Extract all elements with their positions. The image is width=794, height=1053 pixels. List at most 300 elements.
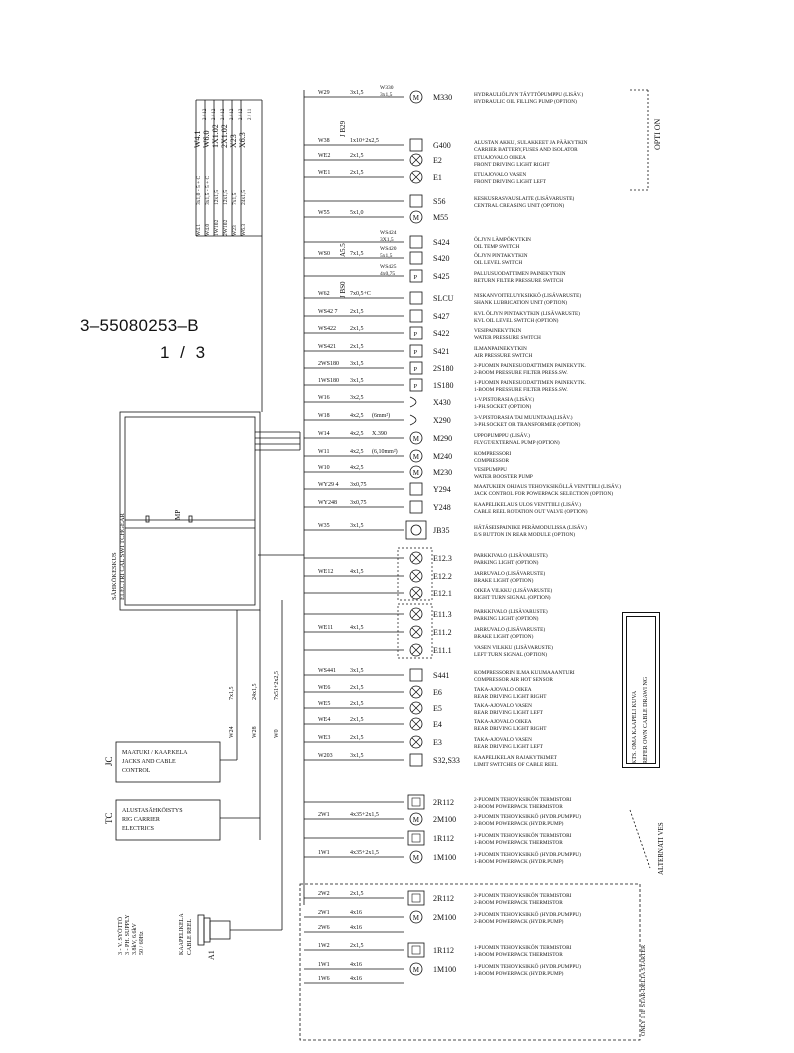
component-row [304, 412, 581, 428]
cable-code: 1W6 [318, 976, 330, 982]
side-cable-page-ref: 2 / 12 [203, 108, 208, 120]
component-desc-fi: 2-PUOMIN TEHOYKSIKKÖ (HYDR.PUMPPU) [474, 912, 581, 918]
component-row [304, 587, 552, 601]
component-desc-en: 2-BOOM PRESSURE FILTER PRESS.SW. [474, 370, 568, 376]
cable-spec: 3x1,5 [350, 361, 364, 367]
component-row [304, 812, 581, 827]
component-desc-en: REAR DRIVING LIGHT LEFT [474, 710, 543, 716]
component-row [304, 395, 534, 410]
component-desc-en: SHANK LUBRICATION UNIT (OPTION) [474, 300, 568, 306]
cable-extra: (6,10mm²) [372, 449, 398, 455]
component-row [304, 717, 547, 732]
component-row [304, 891, 572, 906]
side-cable-code: W23 [232, 225, 238, 236]
component-id: S421 [433, 347, 450, 356]
component-desc-en: OIL TEMP SWITCH [474, 244, 520, 250]
component-desc-en: LEFT TURN SIGNAL (OPTION) [474, 652, 548, 658]
component-row [304, 910, 581, 925]
supply-code: A1 [207, 950, 216, 960]
cable-spec: 3x1,5 [350, 668, 364, 674]
cable-code: 1W1 [318, 962, 330, 968]
cable-code: WS422 [318, 326, 336, 332]
component-desc-en: COMPRESSOR [474, 458, 510, 464]
cable-code: W14 [318, 431, 330, 437]
component-row [304, 521, 587, 539]
pressure-symbol: P [413, 331, 418, 338]
component-id: 1S180 [433, 381, 454, 390]
side-cable-spec: 3x1,0 - 5 + C [196, 175, 202, 205]
side-cable-page-ref: 2 / 12 [230, 108, 235, 120]
cable-spec: 2x1,5 [350, 943, 364, 949]
pressure-symbol: P [413, 383, 418, 390]
cable-code: 1WS180 [318, 378, 339, 384]
cable-spec: 2x1,5 [350, 344, 364, 350]
component-row [304, 326, 541, 341]
component-row [304, 644, 553, 658]
component-desc-fi: ETUAJOVALO VASEN [474, 172, 527, 178]
component-id: M230 [433, 468, 453, 477]
junction-box-label: J BS0 [339, 281, 347, 298]
component-row [304, 153, 550, 168]
side-cable-name: X23 [229, 134, 238, 148]
cable-code: WS0 [318, 251, 330, 257]
vertical-cable-spec: 24x1,5 [252, 683, 258, 700]
cable-code: W38 [318, 138, 330, 144]
cable-code: WE12 [318, 569, 334, 575]
component-id: M240 [433, 452, 453, 461]
component-desc-fi: PARKKIVALO (LISÄVARUSTE) [474, 553, 548, 559]
unit-line: MAATUKI / KAAP.KELA [122, 750, 188, 756]
component-row [304, 552, 548, 566]
device-icon [410, 754, 422, 766]
unit-line: ELECTRICS [122, 826, 155, 832]
cable-code: WE11 [318, 625, 334, 631]
component-row [304, 309, 580, 324]
side-cable-code: W4.0 [205, 223, 211, 236]
component-desc-fi: 2-PUOMIN TEHOYKSIKÖN TERMISTORI [474, 797, 572, 803]
cable-spec: 4x35+2x1,5 [350, 850, 379, 856]
cable-code: 2WS180 [318, 361, 339, 367]
component-row [304, 962, 581, 977]
component-row [304, 344, 532, 359]
component-desc-fi: 1-PUOMIN TEHOYKSIKKÖ (HYDR.PUMPPU) [474, 852, 581, 858]
component-desc-fi: ILMANPAINEKYTKIN [474, 346, 527, 352]
cable-code: W62 [318, 291, 330, 297]
component-desc-fi: JARRUVALO (LISÄVARUSTE) [474, 571, 546, 577]
component-desc-fi: KAAPELIKELAN RAJAKYTKIMET [474, 755, 557, 761]
cable-code: 2W6 [318, 925, 330, 931]
cable-code: WE5 [318, 701, 331, 707]
cable-code: W11 [318, 449, 330, 455]
cable-spec: 2x1,5 [350, 170, 364, 176]
component-desc-en: RETURN FILTER PRESSURE SWITCH [474, 278, 564, 284]
unit-line: ALUSTASÄHKÖISTYS [122, 808, 183, 814]
component-desc-en: 3-PH.SOCKET OR TRANSFORMER (OPTION) [474, 422, 581, 428]
cable-spec: 4x1,5 [350, 569, 364, 575]
component-id: E11.2 [433, 628, 452, 637]
cable-spec: 2x1,5 [350, 153, 364, 159]
cable-spec: 3x0,75 [350, 482, 367, 488]
cable-spec: 5x1,0 [350, 210, 364, 216]
component-id: E2 [433, 156, 442, 165]
component-id: X290 [433, 416, 451, 425]
side-cable-name: W4.1 [193, 130, 202, 148]
cable-spec: 4x1,5 [350, 625, 364, 631]
side-cable-spec: 12x1,5 [223, 189, 229, 205]
component-row [304, 625, 545, 640]
sub-cable-code: W330 [380, 85, 394, 91]
component-id: S425 [433, 272, 450, 281]
motor-symbol: M [412, 816, 420, 824]
side-cable-page-ref: 2 / 11 [248, 108, 253, 120]
component-desc-en: 1-BOOM POWERPACK THERMISTOR [474, 840, 563, 846]
cable-code: W10 [318, 465, 330, 471]
component-id: 1R112 [433, 946, 455, 955]
component-desc-en: REAR DRIVING LIGHT LEFT [474, 744, 543, 750]
component-row [304, 943, 572, 958]
component-row [304, 448, 511, 464]
component-row [304, 831, 572, 846]
pressure-symbol: P [413, 366, 418, 373]
cable-code: 1W1 [318, 850, 330, 856]
component-id: S56 [433, 197, 446, 206]
motor-symbol: M [412, 854, 420, 862]
component-id: E1 [433, 173, 442, 182]
cable-spec: 2x1,5 [350, 891, 364, 897]
cable-spec: 4x2,5 [350, 449, 364, 455]
cable-code: WE4 [318, 717, 331, 723]
side-cable-page-ref: 2 / 12 [239, 108, 244, 120]
cable-spec: 2x1,5 [350, 735, 364, 741]
component-row [304, 685, 547, 700]
component-desc-fi: 1-PUOMIN PAINESUODATTIMEN PAINEKYTK. [474, 380, 586, 386]
component-desc-fi: OIKEA VILKKU (LISÄVARUSTE) [474, 588, 553, 594]
component-desc-en: 1-BOOM POWERPACK (HYDR.PUMP) [474, 859, 564, 865]
component-row [304, 195, 575, 209]
component-desc-en: 2-BOOM POWERPACK THERMISTOR [474, 900, 563, 906]
device-icon [410, 252, 422, 264]
component-id: E5 [433, 704, 442, 713]
component-desc-en: FRONT DRIVING LIGHT LEFT [474, 179, 547, 185]
component-desc-fi: TAKA-AJOVALO OIKEA [474, 687, 532, 693]
component-id: E4 [433, 720, 442, 729]
component-id: S427 [433, 312, 450, 321]
side-cable-code: W6.3 [241, 223, 247, 236]
component-desc-en: REAR DRIVING LIGHT RIGHT [474, 726, 547, 732]
component-desc-fi: KESKUSRASVAUSLAITE (LISÄVARUSTE) [474, 196, 575, 202]
sub-cable-spec: 3X1,5 [380, 237, 394, 243]
component-desc-en: 1-PH.SOCKET (OPTION) [474, 404, 532, 410]
side-cable-page-ref: 2 / 12 [221, 108, 226, 120]
component-id: E12.3 [433, 554, 452, 563]
cable-code: WY248 [318, 500, 337, 506]
component-id: G400 [433, 141, 451, 150]
component-desc-fi: 1-PUOMIN TEHOYKSIKÖN TERMISTORI [474, 833, 572, 839]
component-row [304, 569, 545, 584]
component-id: E12.1 [433, 589, 452, 598]
device-icon [410, 669, 422, 681]
refer-box [622, 612, 660, 768]
device-icon [410, 501, 422, 513]
component-desc-fi: KOMPRESSORI [474, 451, 512, 457]
cable-spec: 4x16 [350, 962, 362, 968]
component-desc-fi: 1-PUOMIN TEHOYKSIKKÖ (HYDR.PUMPPU) [474, 964, 581, 970]
component-desc-en: BRAKE LIGHT (OPTION) [474, 578, 534, 584]
cable-spec: 3x1,5 [350, 753, 364, 759]
cable-code: WE3 [318, 735, 331, 741]
junction-box-label: J B29 [339, 120, 347, 137]
sub-cable-code: WS420 [380, 246, 397, 252]
cable-code: WE2 [318, 153, 331, 159]
vertical-cable-code: W0 [274, 729, 280, 738]
component-desc-fi: NISKANVOITELUYKSIKKÖ (LISÄVARUSTE) [474, 293, 582, 299]
sub-cable-spec: 5x1,5 [380, 253, 393, 259]
alternatives-note: ONLY 1 IF STAR-DELTA STARTER [641, 944, 647, 1036]
drawing-number: 3–55080253–B [80, 316, 199, 335]
cable-spec: 4x2,5 [350, 465, 364, 471]
component-row [304, 795, 572, 810]
component-desc-fi: 2-PUOMIN TEHOYKSIKKÖ (HYDR.PUMPPU) [474, 814, 581, 820]
pressure-symbol: P [413, 349, 418, 356]
sub-cable-code: WS425 [380, 264, 397, 270]
supply-text: 3 - PH. SUPPLY [125, 914, 131, 955]
vertical-cable-spec: 7x1,5 [229, 686, 235, 700]
refer-box-text: REFER OWN CABLE DRAWI NG [643, 676, 649, 764]
pressure-symbol: P [413, 274, 418, 281]
cable-code: WE6 [318, 685, 331, 691]
component-desc-fi: PARKKIVALO (LISÄVARUSTE) [474, 609, 548, 615]
cable-spec: 4x16 [350, 910, 362, 916]
component-desc-fi: KOMPRESSORIN ILMA KUUMAAANTURI [474, 670, 575, 676]
socket-icon [410, 415, 416, 425]
side-cable-name: W6.0 [202, 130, 211, 148]
component-row [304, 753, 558, 768]
thermistor-icon [408, 795, 424, 809]
device-icon [410, 139, 422, 151]
cable-code: WY29 4 [318, 482, 339, 488]
cable-code: W29 [318, 90, 330, 96]
component-desc-en: WATER BOOSTER PUMP [474, 474, 533, 480]
cable-spec: 3x1,5 [350, 523, 364, 529]
side-cable-spec: 12x1,5 [214, 189, 220, 205]
component-row [304, 378, 586, 393]
main-panel-title-en: ELECTRI CAL SWI TCHGEAR [119, 513, 126, 600]
cable-spec: 4x2,5 [350, 413, 364, 419]
component-id: 1M100 [433, 965, 457, 974]
device-icon [410, 310, 422, 322]
component-desc-fi: 2-PUOMIN TEHOYKSIKÖN TERMISTORI [474, 893, 572, 899]
component-row [304, 850, 581, 865]
component-desc-fi: TAKA-AJOVALO VASEN [474, 737, 532, 743]
component-id: 2M100 [433, 815, 457, 824]
component-desc-en: REAR DRIVING LIGHT RIGHT [474, 694, 547, 700]
component-id: JB35 [433, 526, 450, 535]
alternatives-label: ALTERNATI VES [657, 822, 665, 875]
cable-code: W18 [318, 413, 330, 419]
cable-spec: 1x10+2x2,5 [350, 138, 379, 144]
component-desc-fi: 3-V.PISTORASIA TAI MUUNTAJA(LISÄV.) [474, 415, 573, 421]
component-id: 2M100 [433, 913, 457, 922]
component-desc-fi: VESIPUMPPU [474, 467, 507, 473]
component-desc-fi: PALUUSUODATTIMEN PAINEKYTKIN [474, 271, 566, 277]
component-desc-fi: KAAPELIKELAUS ULOS VENTTIILI (LISÄV.) [474, 502, 581, 508]
component-desc-fi: TAKA-AJOVALO OIKEA [474, 719, 532, 725]
thermistor-icon [408, 831, 424, 845]
unit-line: JACKS AND CABLE [122, 759, 176, 765]
socket-icon [410, 397, 416, 407]
component-id: E6 [433, 688, 442, 697]
component-id: E3 [433, 738, 442, 747]
component-desc-fi: KVL ÖLJYN PINTAKYTKIN (LISÄVARUSTE) [474, 311, 580, 317]
component-id: S424 [433, 238, 450, 247]
side-cable-name: 2X1.02 [220, 124, 229, 148]
cable-spec: 4x16 [350, 925, 362, 931]
side-cable-code: 1W102 [214, 219, 220, 236]
side-cable-code: W4.1 [196, 223, 202, 236]
junction-box-label: A5.5 [339, 243, 347, 257]
component-row [304, 465, 533, 480]
cable-spec: 3x0,75 [350, 500, 367, 506]
component-id: 1R112 [433, 834, 455, 843]
component-desc-en: RIGHT TURN SIGNAL (OPTION) [474, 595, 551, 601]
cable-extra: (6mm²) [372, 413, 391, 419]
cable-spec: 2x1,5 [350, 326, 364, 332]
component-id: M330 [433, 93, 453, 102]
sub-cable-code: WS424 [380, 230, 397, 236]
component-desc-en: OIL LEVEL SWITCH [474, 260, 523, 266]
component-id: S441 [433, 671, 450, 680]
component-row [304, 361, 586, 376]
cable-code: WS42 7 [318, 309, 338, 315]
side-cable-code: 2W102 [223, 219, 229, 236]
component-desc-fi: HÄTÄSEISPAINIKE PERÄMODULISSA (LISÄV.) [474, 525, 587, 531]
cable-code: W55 [318, 210, 330, 216]
device-icon [410, 483, 422, 495]
component-row [304, 608, 548, 622]
component-id: 1M100 [433, 853, 457, 862]
device-icon [410, 195, 422, 207]
component-desc-fi: HYDRAULIÖLJYN TÄYTTÖPUMPPU (LISÄV.) [474, 92, 584, 98]
cable-spec: 7x1,5 [350, 251, 364, 257]
component-desc-fi: 1-V.PISTORASIA (LISÄV.) [474, 397, 535, 403]
component-desc-en: CENTRAL CREASING UNIT (OPTION) [474, 203, 565, 209]
vertical-cable-code: W24 [229, 726, 235, 738]
cable-spec: 4x16 [350, 976, 362, 982]
sub-cable-spec: 4x0,75 [380, 271, 396, 277]
component-id: SLCU [433, 294, 454, 303]
cable-spec: 3x1,5 [350, 90, 364, 96]
component-desc-en: CABLE REEL ROTATION OUT VALVE (OPTION) [474, 509, 588, 515]
estop-icon [406, 521, 426, 539]
cable-code: WS441 [318, 668, 336, 674]
cable-code: W16 [318, 395, 330, 401]
component-row [304, 138, 588, 153]
component-id: X430 [433, 398, 451, 407]
component-row [304, 264, 566, 284]
component-desc-en: AIR PRESSURE SWITCH [474, 353, 533, 359]
side-cable-page-ref: 2 / 12 [212, 108, 217, 120]
side-cable-name: 1X1.02 [211, 124, 220, 148]
cable-code: W35 [318, 523, 330, 529]
cable-spec: 4x35+2x1,5 [350, 812, 379, 818]
main-panel-title-fi: SÄHKÖKESKUS [111, 552, 118, 600]
component-desc-en: JACK CONTROL FOR POWERPACK SELECTION (OPTION) [474, 491, 613, 497]
sheet-number: 1 / 3 [160, 343, 206, 362]
side-cable-spec: 3x1,5 - 5 + C [205, 175, 211, 205]
component-desc-fi: VASEN VILKKU (LISÄVARUSTE) [474, 645, 553, 651]
cable-spec: 2x1,5 [350, 717, 364, 723]
component-desc-en: FLYGT/EXTERNAL PUMP (OPTION) [474, 440, 560, 446]
cable-spec: 2x1,5 [350, 685, 364, 691]
component-desc-fi: MAATUKIEN OHJAUS TEHOYKSIKÖLLÄ VENTTIILI (LISÄV.) [474, 484, 621, 490]
component-desc-en: HYDRAULIC OIL FILLING PUMP (OPTION) [474, 99, 577, 105]
supply-text: 50 / 60Hz [139, 931, 145, 955]
supply-en: CABLE REEL [187, 918, 193, 955]
motor-symbol: M [412, 469, 420, 477]
component-row [304, 85, 583, 137]
cable-code: WS421 [318, 344, 336, 350]
component-row [304, 482, 621, 497]
motor-symbol: M [412, 966, 420, 974]
component-desc-fi: VESIPAINEKYTKIN [474, 328, 522, 334]
cable-spec: 2x1,5 [350, 309, 364, 315]
component-desc-en: WATER PRESSURE SWITCH [474, 335, 541, 341]
component-desc-fi: JARRUVALO (LISÄVARUSTE) [474, 627, 546, 633]
unit-code: TC [104, 812, 114, 824]
motor-symbol: M [412, 435, 420, 443]
main-panel-label: MP [174, 509, 182, 520]
component-desc-en: 2-BOOM POWERPACK (HYDR.PUMP) [474, 821, 564, 827]
component-id: S422 [433, 329, 450, 338]
component-desc-fi: ALUSTAN AKKU, SULAKKEET JA PÄÄKYTKIN [474, 140, 588, 146]
refer-box-text: KTS. OMA KAAPELI KUVA [632, 690, 638, 764]
component-desc-en: PARKING LIGHT (OPTION) [474, 616, 539, 622]
component-row [304, 701, 544, 716]
cable-code: 2W1 [318, 812, 330, 818]
component-id: M290 [433, 434, 453, 443]
component-desc-en: FRONT DRIVING LIGHT RIGHT [474, 162, 550, 168]
motor-symbol: M [412, 914, 420, 922]
component-id: 2S180 [433, 364, 454, 373]
component-desc-en: 1-BOOM PRESSURE FILTER PRESS.SW. [474, 387, 568, 393]
device-icon [410, 236, 422, 248]
component-id: E12.2 [433, 572, 452, 581]
cable-code: WE1 [318, 170, 331, 176]
component-desc-en: LIMIT SWITCHES OF CABLE REEL [474, 762, 558, 768]
sub-cable-spec: 3x1,5 [380, 92, 393, 98]
cable-spec: 7x0,5+C [350, 291, 371, 297]
component-desc-en: BRAKE LIGHT (OPTION) [474, 634, 534, 640]
component-desc-en: 1-BOOM POWERPACK (HYDR.PUMP) [474, 971, 564, 977]
vertical-cable-spec: 7x51+2x2,5 [274, 671, 280, 700]
component-row [304, 500, 588, 515]
component-desc-en: 1-BOOM POWERPACK THERMISTOR [474, 952, 563, 958]
component-row [304, 170, 547, 185]
unit-line: CONTROL [122, 768, 151, 774]
cable-spec: 3x1,5 [350, 378, 364, 384]
component-desc-en: KVL OIL LEVEL SWITCH (OPTION) [474, 318, 559, 324]
device-icon [410, 292, 422, 304]
motor-symbol: M [412, 453, 420, 461]
component-row [304, 431, 560, 446]
component-desc-en: CARRIER BATTERY,FUSES AND ISOLATOR [474, 147, 578, 153]
component-row [304, 668, 575, 683]
supply-text: 3.8kV, 6.6kV [132, 923, 138, 955]
component-desc-fi: UPPOPUMPPU (LISÄV.) [474, 433, 530, 439]
component-desc-fi: ETUAJOVALO OIKEA [474, 155, 526, 161]
unit-line: RIG CARRIER [122, 817, 160, 823]
component-id: 2R112 [433, 798, 455, 807]
